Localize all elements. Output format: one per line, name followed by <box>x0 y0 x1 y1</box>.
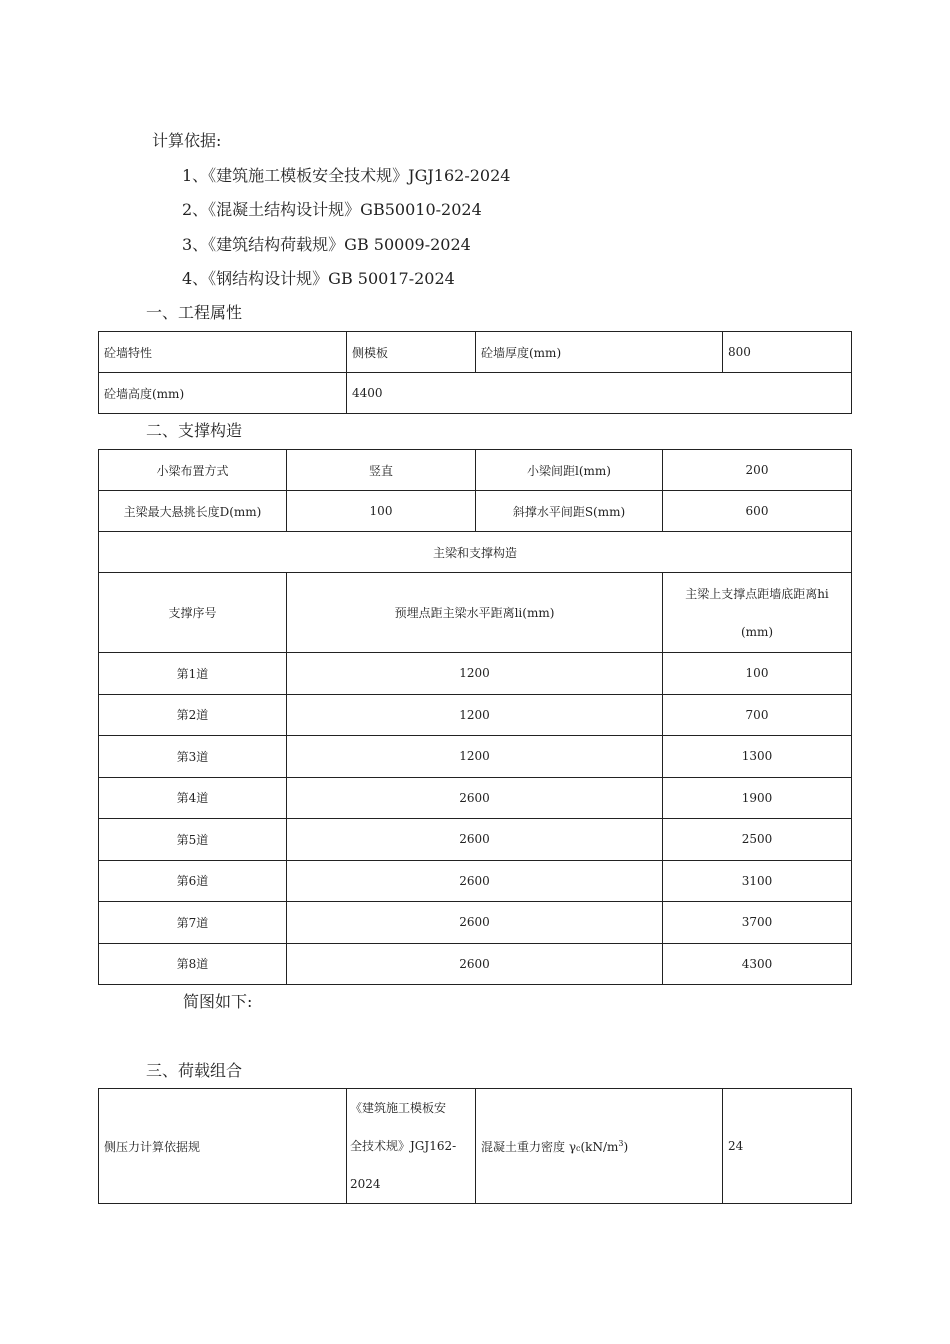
basis-item: 4、《钢结构设计规》GB 50017-2024 <box>182 269 455 288</box>
table-row <box>99 736 852 778</box>
table-cell: 侧压力计算依据规 <box>99 1089 347 1204</box>
table-row <box>99 491 852 532</box>
basis-item: 2、《混凝土结构设计规》GB50010-2024 <box>182 200 482 219</box>
cell-text: ) <box>623 1139 629 1154</box>
section-title: 二、支撑构造 <box>146 421 243 440</box>
cell-text: 混凝土重力密度 γ <box>481 1139 576 1154</box>
table-cell: 侧模板 <box>347 332 476 373</box>
support-height-cell: 3100 <box>663 860 852 902</box>
table-cell: 砼墙高度(mm) <box>99 373 347 414</box>
embed-distance-cell: 1200 <box>287 694 663 736</box>
cell-line: 2024 <box>350 1177 381 1191</box>
support-number-cell: 第2道 <box>99 694 287 736</box>
table-cell: 砼墙厚度(mm) <box>476 332 723 373</box>
cell-line: 全技术规》JGJ162- <box>350 1139 457 1153</box>
table-cell: 800 <box>723 332 852 373</box>
column-header: 预埋点距主梁水平距离li(mm) <box>287 573 663 653</box>
table-cell: 4400 <box>347 373 852 414</box>
table-row <box>99 694 852 736</box>
embed-distance-cell: 2600 <box>287 943 663 985</box>
basis-item: 1、《建筑施工模板安全技术规》JGJ162-2024 <box>182 166 511 185</box>
embed-distance-cell: 2600 <box>287 777 663 819</box>
cell-line: 《建筑施工模板安 <box>350 1101 447 1115</box>
diagram-note: 简图如下: <box>183 992 253 1011</box>
table-row <box>99 653 852 695</box>
support-height-cell: 100 <box>663 653 852 695</box>
support-number-cell: 第6道 <box>99 860 287 902</box>
table-row <box>99 902 852 944</box>
support-number-cell: 第5道 <box>99 819 287 861</box>
column-header-line: 主梁上支撑点距墙底距离hi <box>685 586 829 601</box>
table-row <box>99 777 852 819</box>
table-subheader: 主梁和支撑构造 <box>99 532 852 573</box>
table-cell: 砼墙特性 <box>99 332 347 373</box>
table-cell: 小梁布置方式 <box>99 450 287 491</box>
table-row <box>99 1089 852 1204</box>
support-structure-table <box>98 449 852 985</box>
column-header <box>663 573 852 653</box>
basis-item: 3、《建筑结构荷载规》GB 50009-2024 <box>182 235 471 254</box>
table-row <box>99 532 852 573</box>
table-header-row <box>99 573 852 653</box>
table-row <box>99 332 852 373</box>
support-height-cell: 3700 <box>663 902 852 944</box>
subscript: c <box>576 1143 581 1153</box>
table-row <box>99 450 852 491</box>
table-cell <box>476 1089 723 1204</box>
table-cell: 100 <box>287 491 476 532</box>
support-number-cell: 第7道 <box>99 902 287 944</box>
basis-heading: 计算依据: <box>152 131 222 150</box>
support-number-cell: 第1道 <box>99 653 287 695</box>
table-cell: 24 <box>723 1089 852 1204</box>
table-cell: 200 <box>663 450 852 491</box>
embed-distance-cell: 2600 <box>287 819 663 861</box>
table-row <box>99 943 852 985</box>
support-height-cell: 1300 <box>663 736 852 778</box>
support-height-cell: 1900 <box>663 777 852 819</box>
table-row <box>99 819 852 861</box>
table-row <box>99 860 852 902</box>
cell-text: (kN/m <box>580 1139 619 1154</box>
support-number-cell: 第4道 <box>99 777 287 819</box>
superscript: 3 <box>618 1138 624 1148</box>
section-title: 一、工程属性 <box>146 303 243 322</box>
column-header: 支撑序号 <box>99 573 287 653</box>
embed-distance-cell: 1200 <box>287 736 663 778</box>
table-cell: 竖直 <box>287 450 476 491</box>
table-cell: 600 <box>663 491 852 532</box>
table-cell <box>347 1089 476 1204</box>
embed-distance-cell: 1200 <box>287 653 663 695</box>
table-cell: 主梁最大悬挑长度D(mm) <box>99 491 287 532</box>
column-header-line: (mm) <box>740 624 774 639</box>
load-combination-table <box>98 1088 852 1204</box>
support-height-cell: 4300 <box>663 943 852 985</box>
support-height-cell: 700 <box>663 694 852 736</box>
table-row <box>99 373 852 414</box>
embed-distance-cell: 2600 <box>287 902 663 944</box>
table-cell: 小梁间距l(mm) <box>476 450 663 491</box>
embed-distance-cell: 2600 <box>287 860 663 902</box>
section-title: 三、荷载组合 <box>146 1061 243 1080</box>
support-number-cell: 第8道 <box>99 943 287 985</box>
support-height-cell: 2500 <box>663 819 852 861</box>
project-properties-table <box>98 331 852 414</box>
support-number-cell: 第3道 <box>99 736 287 778</box>
table-cell: 斜撑水平间距S(mm) <box>476 491 663 532</box>
